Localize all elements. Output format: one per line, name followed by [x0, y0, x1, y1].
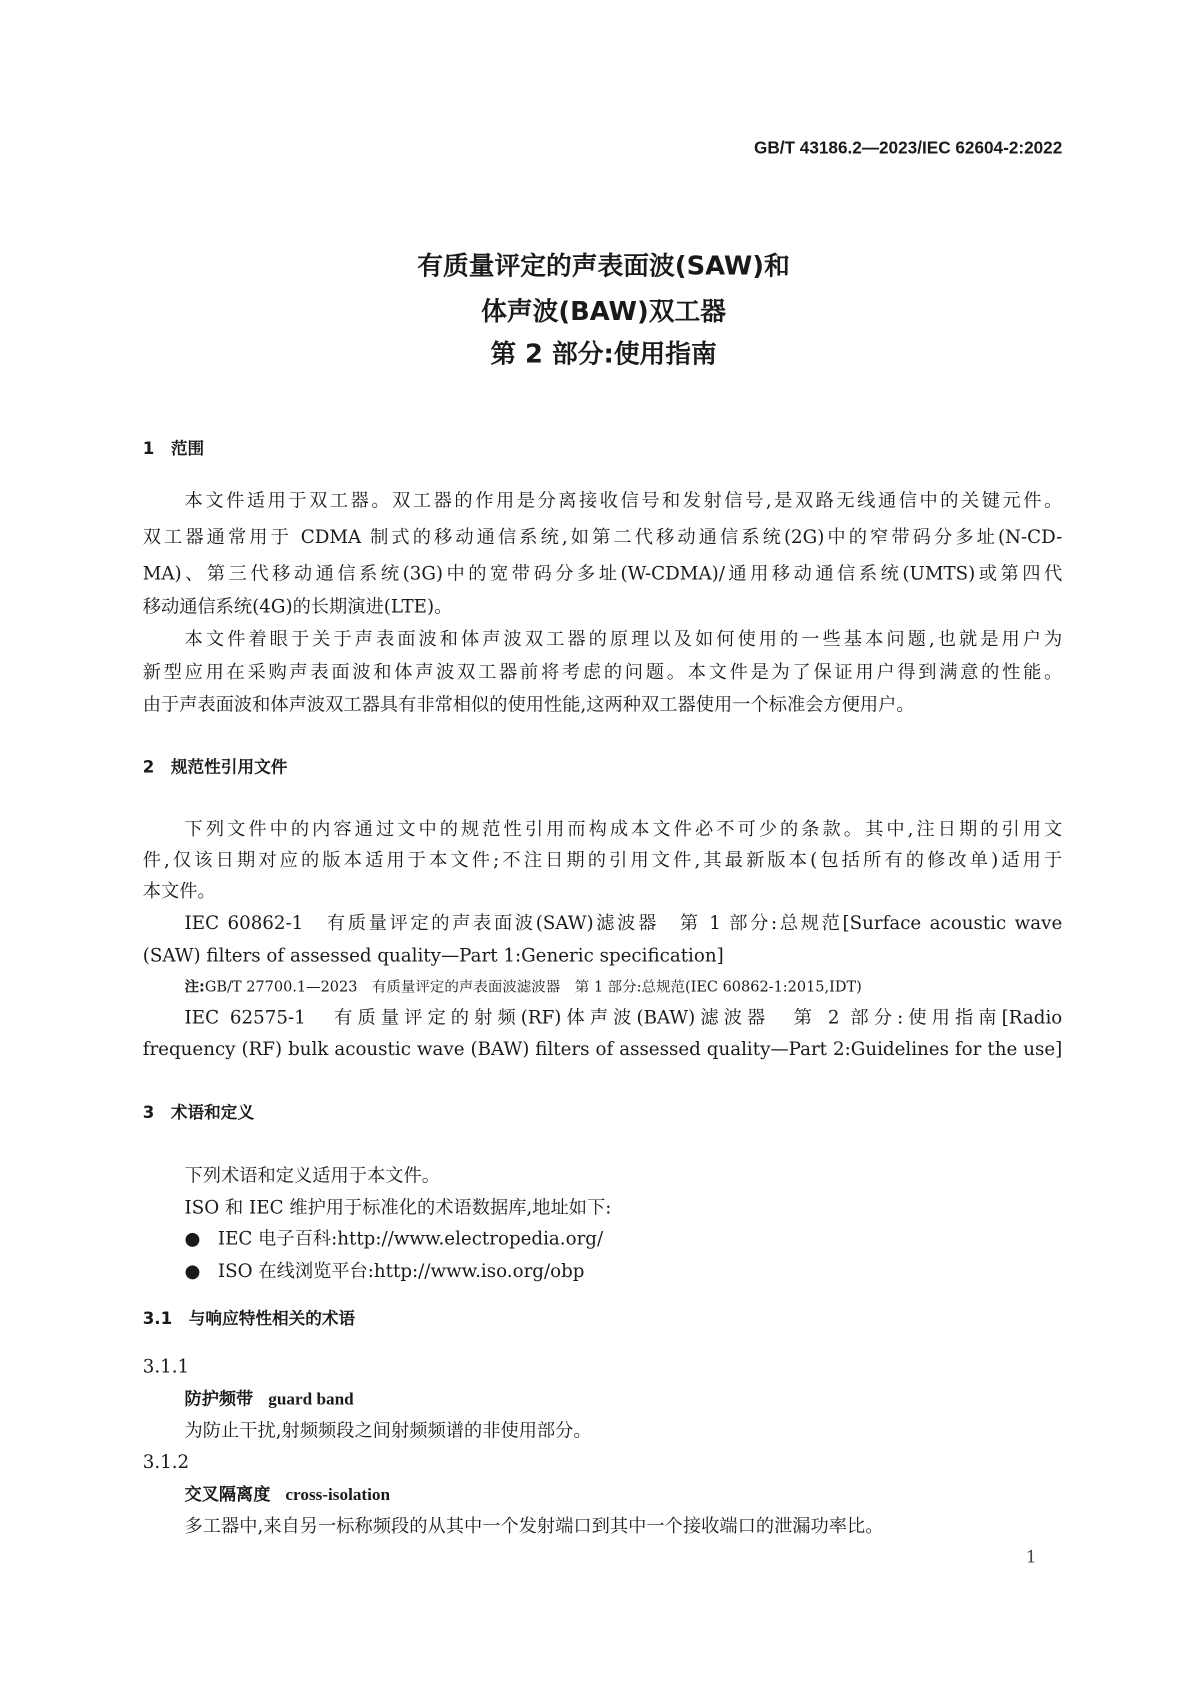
paragraph-line: 下列文件中的内容通过文中的规范性引用而构成本文件必不可少的条款。其中,注日期的引用文 — [184, 818, 1063, 841]
section-3-heading: 3 术语和定义 — [142, 1103, 255, 1123]
note-text: GB/T 27700.1—2023 有质量评定的声表面波滤波器 第 1 部分:总规范(IEC 60862-1:2015,IDT) — [204, 978, 862, 996]
term-number: 3.1.1 — [142, 1356, 190, 1378]
title-line-3: 第 2 部分:使用指南 — [490, 339, 717, 370]
section-1-heading: 1 范围 — [142, 438, 205, 459]
term-definition: 多工器中,来自另一标称频段的从其中一个发射端口到其中一个接收端口的泄漏功率比。 — [184, 1516, 884, 1538]
reference-iec-60862-1-cont: (SAW) filters of assessed quality—Part 1:Generic specification] — [142, 945, 724, 967]
paragraph-line: 本文件着眼于关于声表面波和体声波双工器的原理以及如何使用的一些基本问题,也就是用户为 — [184, 628, 1063, 651]
reference-iec-60862-1: IEC 60862-1 有质量评定的声表面波(SAW)滤波器 第 1 部分:总规范[Surface acoustic wave — [184, 913, 1063, 935]
bullet-item — [185, 1225, 1063, 1253]
paragraph-line: 移动通信系统(4G)的长期演进(LTE)。 — [142, 596, 453, 619]
subsection-3-1-heading: 3.1 与响应特性相关的术语 — [142, 1309, 356, 1329]
standard-number-header: GB/T 43186.2—2023/IEC 62604-2:2022 — [754, 139, 1063, 158]
term-zh: 防护频带 — [184, 1388, 254, 1409]
paragraph-line: 本文件适用于双工器。双工器的作用是分离接收信号和发射信号,是双路无线通信中的关键元件。 — [184, 490, 1063, 512]
paragraph-line: 下列术语和定义适用于本文件。 — [184, 1165, 440, 1187]
paragraph-line: ISO 和 IEC 维护用于标准化的术语数据库,地址如下: — [184, 1197, 612, 1219]
term-definition: 为防止干扰,射频频段之间射频频谱的非使用部分。 — [184, 1420, 592, 1443]
term-name — [185, 1481, 1105, 1509]
paragraph-line: 件,仅该日期对应的版本适用于本文件;不注日期的引用文件,其最新版本(包括所有的修改单)适用于 — [142, 849, 1063, 872]
paragraph-line: 由于声表面波和体声波双工器具有非常相似的使用性能,这两种双工器使用一个标准会方便用户。 — [142, 694, 915, 716]
term-zh: 交叉隔离度 — [184, 1483, 271, 1505]
title-line-1: 有质量评定的声表面波(SAW)和 — [417, 251, 790, 282]
page-number: 1 — [1025, 1546, 1037, 1567]
term-en: cross-isolation — [285, 1486, 391, 1505]
electropedia-link[interactable]: IEC 电子百科:http://www.electropedia.org/ — [217, 1228, 604, 1251]
reference-note — [185, 973, 1000, 1001]
title-line-2: 体声波(BAW)双工器 — [481, 296, 726, 327]
paragraph-line: MA)、第三代移动通信系统(3G)中的宽带码分多址(W-CDMA)/通用移动通信系统(UMTS)或第四代 — [142, 563, 1063, 585]
bullet-dot-icon: ● — [184, 1228, 201, 1251]
iso-obp-link[interactable]: ISO 在线浏览平台:http://www.iso.org/obp — [217, 1260, 585, 1283]
reference-iec-62575-1: IEC 62575-1 有质量评定的射频(RF)体声波(BAW)滤波器 第 2 部分:使用指南[Radio — [184, 1007, 1063, 1030]
paragraph-line: 本文件。 — [142, 880, 216, 903]
reference-iec-62575-1-cont: frequency (RF) bulk acoustic wave (BAW) filters of assessed quality—Part 2:Guidelines for the use] — [142, 1038, 1063, 1061]
term-number: 3.1.2 — [142, 1451, 190, 1474]
bullet-item — [185, 1258, 1063, 1286]
section-2-heading: 2 规范性引用文件 — [142, 757, 288, 777]
term-en: guard band — [268, 1390, 354, 1409]
bullet-dot-icon: ● — [184, 1260, 201, 1283]
paragraph-line: 双工器通常用于 CDMA 制式的移动通信系统,如第二代移动通信系统(2G)中的窄带码分多址(N-CD- — [142, 526, 1063, 549]
term-name — [185, 1385, 1105, 1413]
paragraph-line: 新型应用在采购声表面波和体声波双工器前将考虑的问题。本文件是为了保证用户得到满意的性能。 — [142, 662, 1063, 684]
note-label: 注: — [184, 978, 205, 996]
